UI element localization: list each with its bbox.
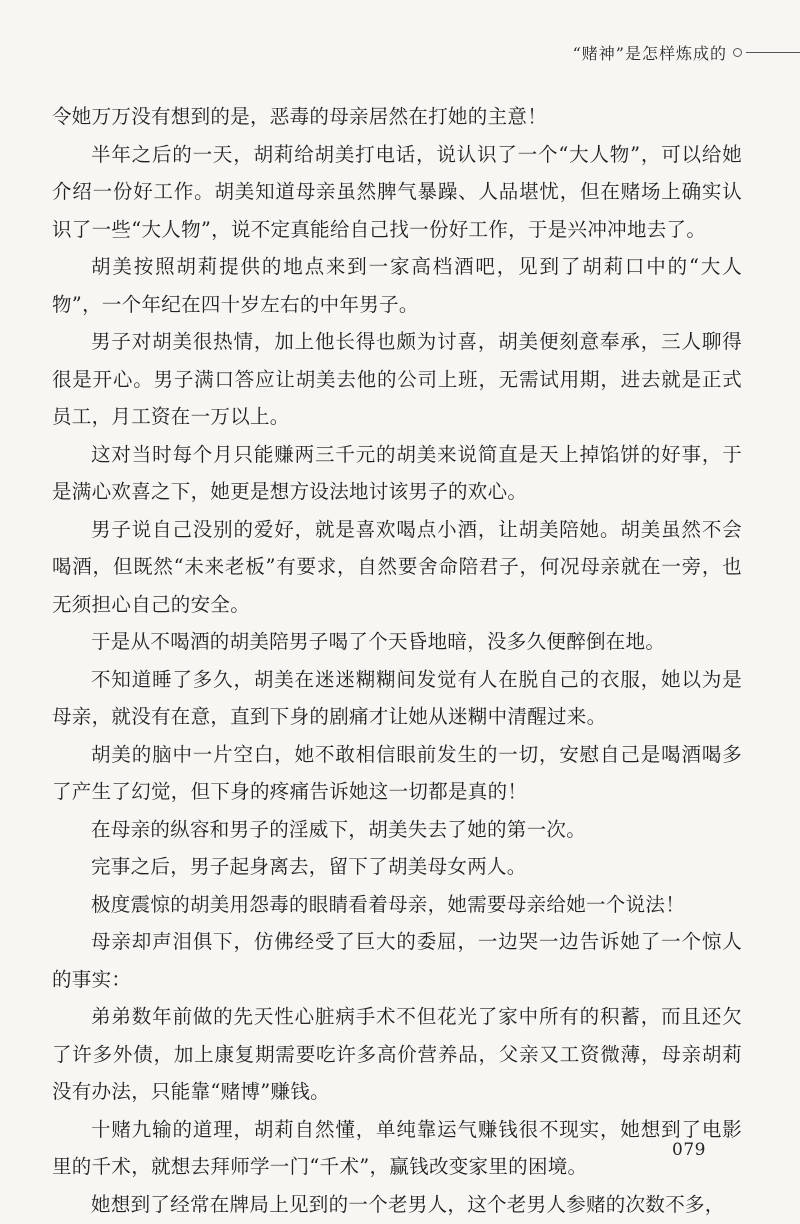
paragraph: 完事之后，男子起身离去，留下了胡美母女两人。 [91,855,527,878]
header-rule [746,52,800,53]
paragraph: 令她万万没有想到的是，恶毒的母亲居然在打她的主意！ [52,105,548,128]
paragraph: 她想到了经常在牌局上见到的一个老男人，这个老男人参赌的次数不多， [91,1192,725,1216]
running-header [573,38,800,66]
paragraph: 这对当时每个月只能赚两三千元的胡美来说简直是天上掉馅饼的好事，于是满心欢喜之下，她更是想方设法地讨该男子的欢心。 [52,442,742,503]
paragraph: 母亲却声泪俱下，仿佛经受了巨大的委屈，一边哭一边告诉她了一个惊人的事实： [52,930,742,991]
page-number: 079 [672,1140,706,1160]
paragraph: 男子说自己没别的爱好，就是喜欢喝点小酒，让胡美陪她。胡美虽然不会喝酒，但既然“未来老板”有要求，自然要舍命陪君子，何况母亲就在一旁，也无须担心自己的安全。 [52,517,742,616]
paragraph: 半年之后的一天，胡莉给胡美打电话，说认识了一个“大人物”，可以给她介绍一份好工作。胡美知道母亲虽然脾气暴躁、人品堪忧，但在赌场上确实认识了一些“大人物”，说不定真能给自己找一份好工作，于是兴冲冲地去了。 [52,142,742,241]
header-title: “赌神”是怎样炼成的 [572,43,727,63]
paragraph: 男子对胡美很热情，加上他长得也颇为讨喜，胡美便刻意奉承，三人聊得很是开心。男子满口答应让胡美去他的公司上班，无需试用期，进去就是正式员工，月工资在一万以上。 [52,330,742,428]
paragraph: 不知道睡了多久，胡美在迷迷糊糊间发觉有人在脱自己的衣服，她以为是母亲，就没有在意，直到下身的剧痛才让她从迷糊中清醒过来。 [52,667,742,728]
paragraph: 在母亲的纵容和男子的淫威下，胡美失去了她的第一次。 [91,817,587,841]
paragraph: 极度震惊的胡美用怨毒的眼睛看着母亲，她需要母亲给她一个说法！ [91,892,686,916]
paragraph: 十赌九输的道理，胡莉自然懂，单纯靠运气赚钱很不现实，她想到了电影里的千术，就想去拜师学一门“千术”，赢钱改变家里的困境。 [52,1117,742,1178]
paragraph: 胡美的脑中一片空白，她不敢相信眼前发生的一切，安慰自己是喝酒喝多了产生了幻觉，但下身的疼痛告诉她这一切都是真的！ [52,742,742,803]
paragraph: 弟弟数年前做的先天性心脏病手术不但花光了家中所有的积蓄，而且还欠了许多外债，加上康复期需要吃许多高价营养品，父亲又工资微薄，母亲胡莉没有办法，只能靠“赌博”赚钱。 [52,1005,742,1103]
body-text [52,98,742,1223]
paragraph: 于是从不喝酒的胡美陪男子喝了个天昏地暗，没多久便醉倒在地。 [91,630,666,653]
header-circle-ornament [733,48,742,57]
paragraph: 胡美按照胡莉提供的地点来到一家高档酒吧，见到了胡莉口中的“大人物”，一个年纪在四十岁左右的中年男子。 [52,255,742,316]
